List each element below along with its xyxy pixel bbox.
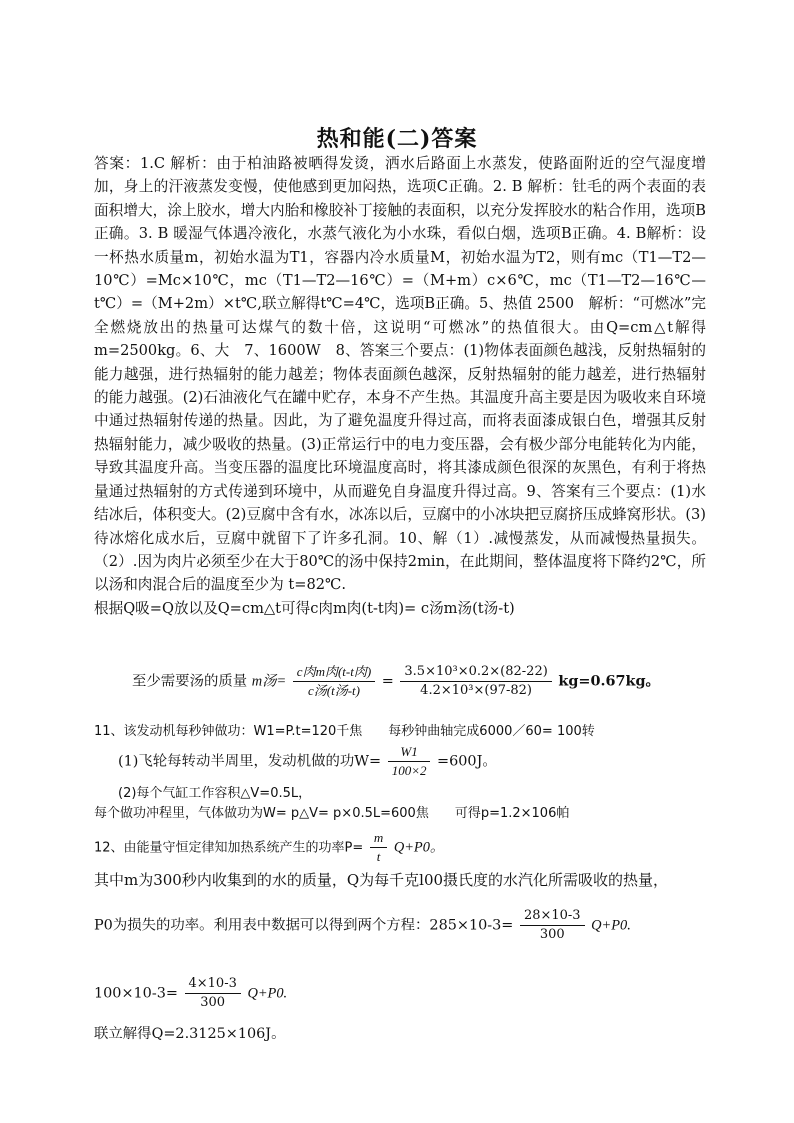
q11-line2-prefix: (1)飞轮每转动半周里，发动机做的功W= bbox=[118, 753, 382, 770]
q10-num: 3.5×10³×0.2×(82-22) bbox=[400, 664, 551, 682]
q12-eq1-num: 28×10-3 bbox=[520, 908, 585, 926]
q10-suffix: kg=0.67kg。 bbox=[558, 672, 660, 690]
q12-power-fraction bbox=[370, 830, 387, 865]
q10-eq: = bbox=[381, 673, 394, 690]
q10-symbolic-fraction bbox=[293, 664, 375, 699]
q12-line3-prefix: P0为损失的功率。利用表中数据可以得到两个方程：285×10-3= bbox=[94, 917, 514, 934]
q12-frac-den: t bbox=[376, 849, 381, 864]
q12-line5: 联立解得Q=2.3125×106J。 bbox=[94, 1026, 286, 1042]
q12-line3 bbox=[94, 908, 631, 943]
answers-text: 答案：1.C 解析：由于柏油路被晒得发烫，洒水后路面上水蒸发，使路面附近的空气湿度增加，身上的汗液蒸发变慢，使他感到更加闷热，选项C正确。2. B 解析：钍毛的两个表面的表面积增大，涂上胶水，增大内胎和橡胶补丁接触的表面积，以充分发挥胶水的粘合作用，选项B正确。3. B 暖湿气体遇冷液化，水蒸气液化为小水珠，看似白烟，选项B正确。4. B解析：设一杯热水质量m，初始水温为T1，容器内冷水质量M，初始水温为T2，则有mc（T1—T2—10℃）=Mc×10℃，mc（T1—T2—16℃）=（M+m）c×6℃，mc（T1—T2—16℃— t℃）=（M+2m）×t℃,联立解得t℃=4℃，选项B正确。5、热值 2500 解析：“可燃冰”完全燃烧放出的热量可达煤气的数十倍，这说明“可燃冰”的热值很大。由Q=cm△t解得m=2500kg。6、大 7、1600W 8、答案三个要点：(1)物体表面颜色越浅，反射热辐射的能力越强，进行热辐射的能力越差；物体表面颜色越深，反射热辐射的能力越差，进行热辐射的能力越强。(2)石油液化气在罐中贮存，本身不产生热。其温度升高主要是因为吸收来自环境中通过热辐射传递的热量。因此，为了避免温度升得过高，而将表面漆成银白色，增强其反射热辐射能力，减少吸收的热量。(3)正常运行中的电力变压器，会有极少部分电能转化为内能，导致其温度升高。当变压器的温度比环境温度高时，将其漆成颜色很深的灰黑色，有利于将热量通过热辐射的方式传递到环境中，从而避免自身温度升得过高。9、答案有三个要点：(1)水结冰后，体积变大。(2)豆腐中含有水，冰冻以后，豆腐中的小冰块把豆腐挤压成蜂窝形状。(3)待冰熔化成水后，豆腐中就留下了许多孔洞。10、解（1）.减慢蒸发，从而减慢热量损失。（2）.因为肉片必须至少在大于80℃的汤中保持2min，在此期间，整体温度将下降约2℃，所以汤和肉混合后的温度至少为 t=82℃. bbox=[94, 155, 706, 594]
q10-sym-den: c汤(t汤-t) bbox=[307, 683, 360, 698]
q12-eq1-fraction bbox=[520, 908, 585, 943]
q12-line4 bbox=[94, 976, 287, 1011]
q10-numeric-fraction bbox=[400, 664, 551, 699]
q10-var: m汤= bbox=[251, 673, 287, 690]
q12-line2: 其中m为300秒内收集到的水的质量，Q为每千克l00摄氏度的水汽化所需吸收的热量， bbox=[94, 871, 669, 889]
q11-line1: 11、该发动机每秒钟做功：W1=P.t=120千焦 每秒钟曲轴完成6000／60= 100转 bbox=[94, 724, 595, 739]
q12-eq1-den: 300 bbox=[539, 927, 565, 942]
q10-formula-line: 根据Q吸=Q放以及Q=cm△t可得c肉m肉(t-t肉)= c汤m汤(t汤-t) bbox=[94, 599, 515, 617]
q10-prefix: 至少需要汤的质量 bbox=[132, 673, 248, 690]
answers-paragraph bbox=[94, 152, 706, 620]
page-title: 热和能(二)答案 bbox=[316, 126, 478, 152]
q12-eq2-fraction bbox=[185, 976, 241, 1011]
q12-line1 bbox=[94, 830, 444, 865]
q11-fraction bbox=[388, 744, 431, 779]
q12-line4-suffix: Q+P0. bbox=[247, 985, 288, 1002]
q12-line1-prefix: 12、由能量守恒定律知加热系统产生的功率P= bbox=[94, 840, 364, 856]
q11-line2-suffix: =600J。 bbox=[437, 753, 497, 770]
q12-line3-suffix: Q+P0. bbox=[591, 917, 631, 934]
q12-line1-suffix: Q+P0。 bbox=[393, 839, 445, 856]
q12-eq2-num: 4×10-3 bbox=[185, 976, 241, 994]
q11-frac-num: W1 bbox=[388, 744, 431, 762]
q11-line3: (2)每个气缸工作容积△V=0.5L， bbox=[118, 786, 312, 801]
q12-frac-num: m bbox=[370, 830, 387, 848]
q12-eq2-den: 300 bbox=[200, 995, 226, 1010]
q10-result-line bbox=[132, 664, 660, 699]
q11-line4: 每个做功冲程里，气体做功为W= p△V= p×0.5L=600焦 可得p=1.2×106帕 bbox=[94, 806, 570, 821]
q10-sym-num: c肉m肉(t-t肉) bbox=[293, 664, 375, 682]
q12-line4-prefix: 100×10-3= bbox=[94, 985, 178, 1002]
q11-line2 bbox=[118, 744, 497, 779]
q11-frac-den: 100×2 bbox=[391, 763, 427, 778]
q10-den: 4.2×10³×(97-82) bbox=[420, 683, 533, 698]
